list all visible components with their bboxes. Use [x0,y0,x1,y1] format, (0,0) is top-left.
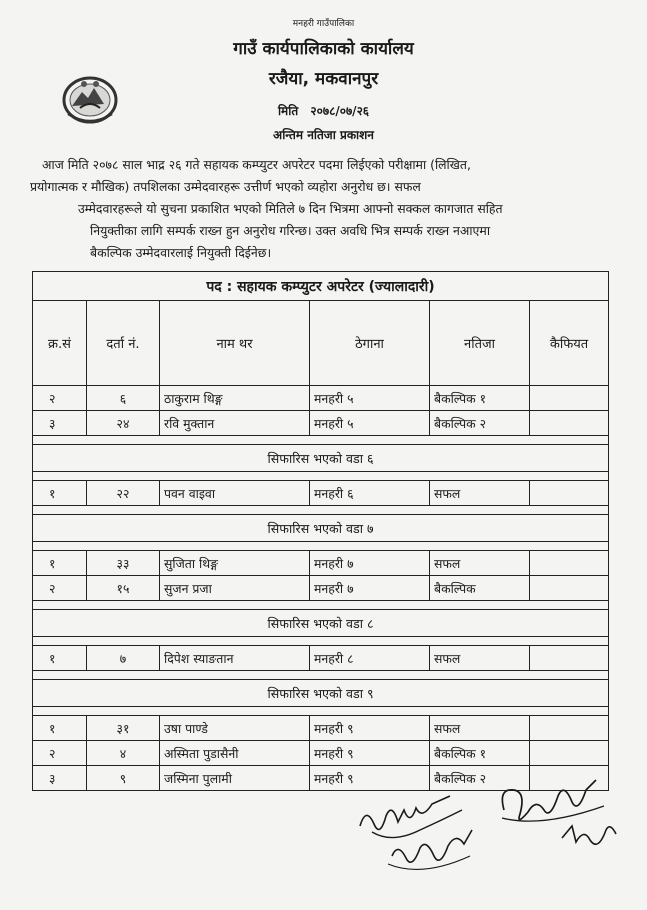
section-gap [33,542,609,551]
cell-remarks [530,576,609,601]
cell-result: सफल [430,646,530,671]
cell-result: सफल [430,481,530,506]
column-header-result: नतिजा [430,301,530,386]
section-title: सिफारिस भएको वडा ६ [33,445,609,472]
notice-line: उम्मेदवारहरूले यो सुचना प्रकाशित भएको मितिले ७ दिन भित्रमा आफ्नो सक्कल कागजात सहित [78,201,503,216]
cell-name: सुजन प्रजा [160,576,310,601]
cell-sn: १ [33,646,87,671]
notice-line: प्रयोगात्मक र मौखिक) तपशिलका उम्मेदवारहरू उत्तीर्ण भएको व्यहोरा अनुरोध छ। सफल [30,179,421,194]
section-title-row [33,445,609,472]
results-table [32,271,609,791]
section-gap [33,472,609,481]
table-row [33,716,609,741]
right-signature [492,768,622,858]
cell-result: सफल [430,551,530,576]
cell-address: मनहरी ६ [310,481,430,506]
section-title-row [33,680,609,707]
cell-remarks [530,481,609,506]
cell-address: मनहरी ७ [310,576,430,601]
section-gap [33,707,609,716]
table-row [33,551,609,576]
office-title: गाउँ कार्यपालिकाको कार्यालय [233,39,414,59]
cell-sn: ३ [33,411,87,436]
cell-result: बैकल्पिक १ [430,741,530,766]
column-header-name: नाम थर [160,301,310,386]
column-header-address: ठेगाना [310,301,430,386]
cell-name: अस्मिता पुडासैनी [160,741,310,766]
cell-reg: ६ [87,386,160,411]
cell-sn: १ [33,716,87,741]
cell-result: बैकल्पिक २ [430,766,530,791]
cell-reg: ९ [87,766,160,791]
table-title-row [33,272,609,301]
section-gap [33,601,609,610]
table-row [33,386,609,411]
notice-line: नियुक्तीका लागि सम्पर्क राख्न हुन अनुरोध गरिन्छ। उक्त अवधि भित्र सम्पर्क राख्न नआएमा [90,223,491,238]
office-location: रजैया, मकवानपुर [268,69,379,89]
cell-sn: १ [33,551,87,576]
section-gap [33,506,609,515]
cell-name: उषा पाण्डे [160,716,310,741]
cell-remarks [530,411,609,436]
date-label: मिति [277,104,299,118]
municipality-label: मनहरी गाउँपालिका [292,19,355,29]
cell-sn: २ [33,741,87,766]
table-row [33,481,609,506]
section-title: सिफारिस भएको वडा ९ [33,680,609,707]
section-title: सिफारिस भएको वडा ८ [33,610,609,637]
cell-remarks [530,716,609,741]
cell-name: सुजिता थिङ्ग [160,551,310,576]
table-row [33,741,609,766]
cell-result: बैकल्पिक १ [430,386,530,411]
section-gap [33,436,609,445]
cell-address: मनहरी ५ [310,411,430,436]
column-header-reg: दर्ता नं. [87,301,160,386]
table-header-row [33,301,609,386]
cell-sn: ३ [33,766,87,791]
table-title: पद : सहायक कम्प्युटर अपरेटर (ज्यालादारी) [33,272,609,301]
cell-address: मनहरी ९ [310,741,430,766]
cell-address: मनहरी ९ [310,716,430,741]
cell-address: मनहरी ८ [310,646,430,671]
cell-name: दिपेश स्याङतान [160,646,310,671]
cell-remarks [530,386,609,411]
cell-reg: ७ [87,646,160,671]
cell-reg: ३३ [87,551,160,576]
cell-reg: १५ [87,576,160,601]
column-header-remarks: कैफियत [530,301,609,386]
notice-heading: अन्तिम नतिजा प्रकाशन [273,128,374,142]
notice-line: आज मिति २०७८ साल भाद्र २६ गते सहायक कम्प्युटर अपरेटर पदमा लिईएको परीक्षामा (लिखित, [42,157,471,172]
cell-address: मनहरी ९ [310,766,430,791]
table-row [33,411,609,436]
cell-reg: २२ [87,481,160,506]
cell-remarks [530,551,609,576]
cell-remarks [530,646,609,671]
section-title-row [33,515,609,542]
cell-sn: २ [33,576,87,601]
section-title-row [33,610,609,637]
table-row [33,576,609,601]
section-gap [33,671,609,680]
cell-name: रवि मुक्तान [160,411,310,436]
section-title: सिफारिस भएको वडा ७ [33,515,609,542]
cell-name: ठाकुराम थिङ्ग [160,386,310,411]
cell-reg: ४ [87,741,160,766]
cell-result: बैकल्पिक [430,576,530,601]
cell-name: जस्मिना पुलामी [160,766,310,791]
section-gap [33,637,609,646]
cell-reg: २४ [87,411,160,436]
column-header-sn: क्र.सं [33,301,87,386]
notice-line: बैकल्पिक उम्मेदवारलाई नियुक्ती दिईनेछ। [90,245,272,260]
cell-address: मनहरी ५ [310,386,430,411]
cell-sn: १ [33,481,87,506]
left-signature [352,786,482,886]
cell-address: मनहरी ७ [310,551,430,576]
cell-sn: २ [33,386,87,411]
nepal-government-emblem-icon [58,70,122,126]
notice-body [30,154,624,264]
cell-name: पवन वाइवा [160,481,310,506]
cell-result: सफल [430,716,530,741]
cell-reg: ३१ [87,716,160,741]
table-row [33,646,609,671]
cell-remarks [530,741,609,766]
cell-result: बैकल्पिक २ [430,411,530,436]
date-value: २०७८/०७/२६ [310,104,370,118]
